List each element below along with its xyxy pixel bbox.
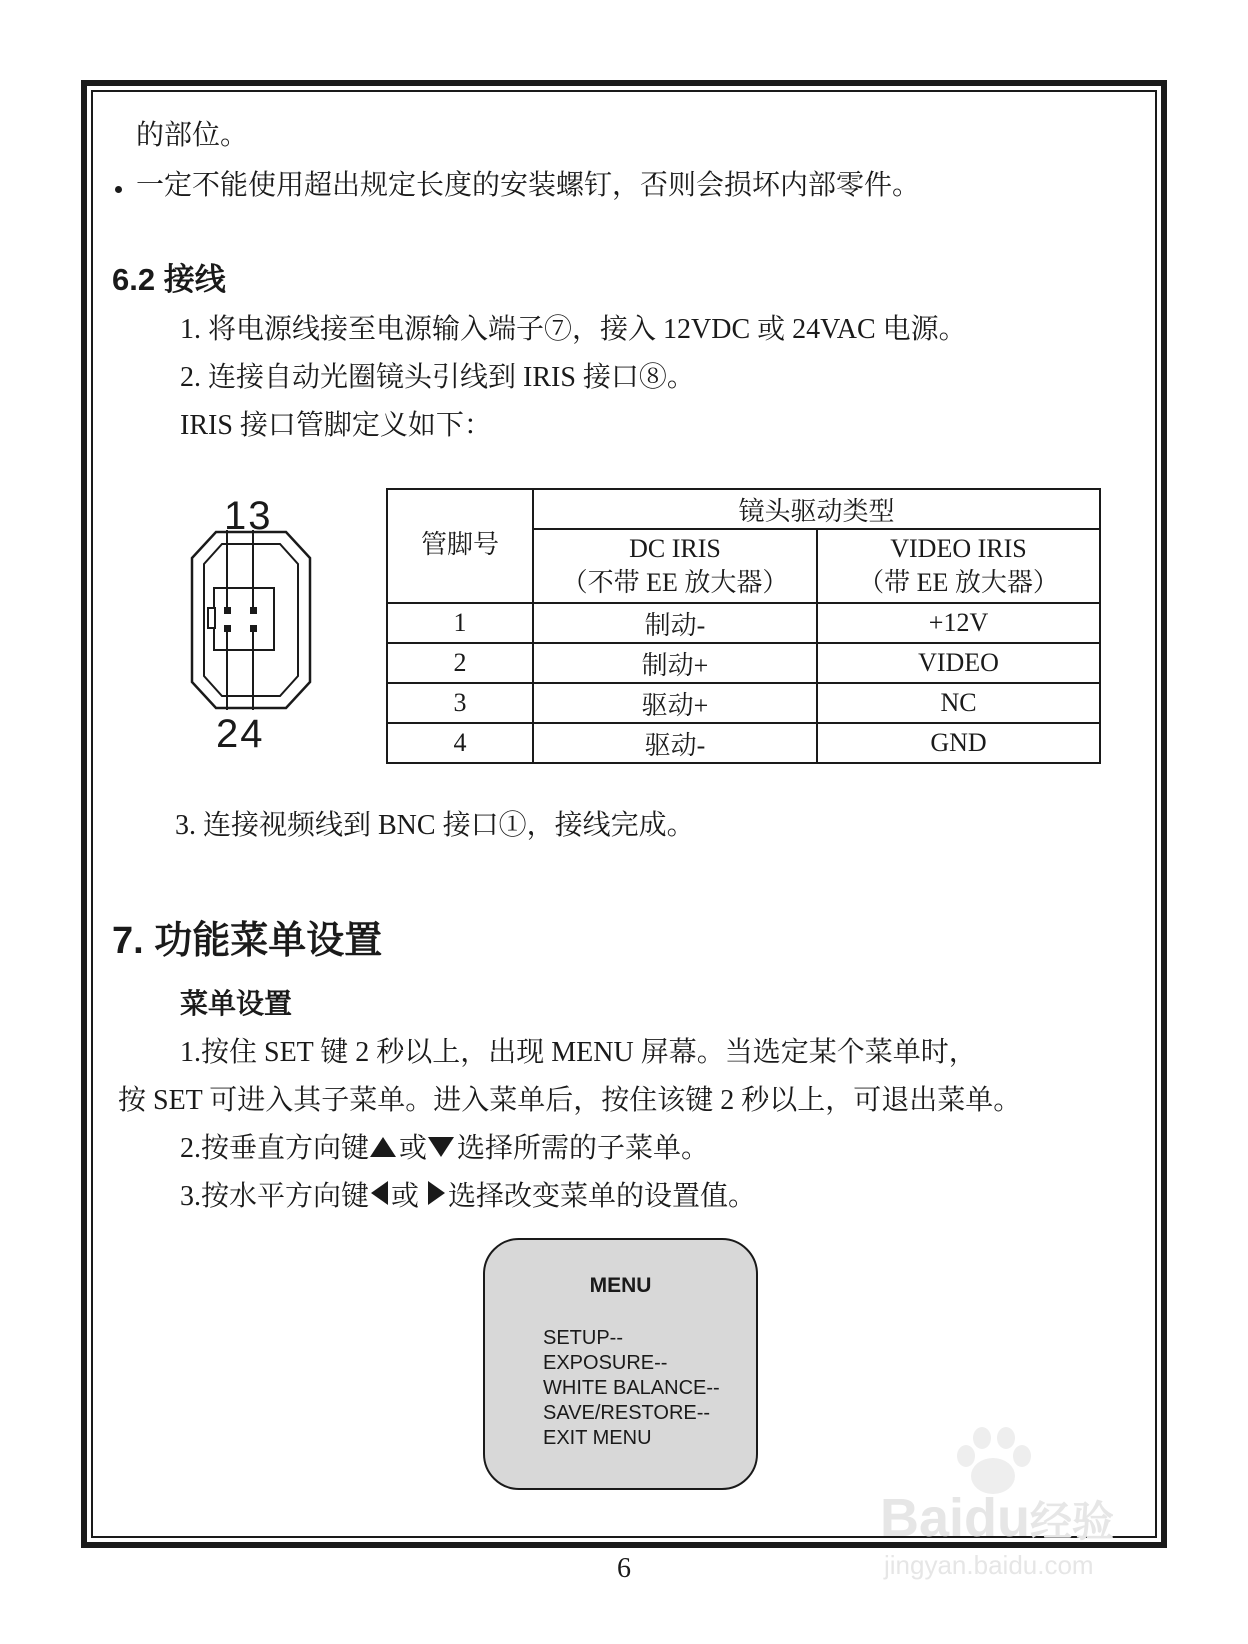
menu-para-3-b: 或 — [391, 1181, 427, 1212]
menu-para-2-c: 选择所需的子菜单。 — [457, 1133, 710, 1164]
menu-screen-illustration — [483, 1238, 758, 1490]
cell-video: VIDEO — [817, 643, 1100, 683]
pin-intro: IRIS 接口管脚定义如下： — [180, 410, 492, 441]
page-number: 6 — [617, 1553, 631, 1584]
video-iris-note: （带 EE 放大器） — [858, 568, 1059, 597]
cell-pin: 2 — [387, 643, 533, 683]
right-arrow-icon — [426, 1181, 448, 1205]
connector-label-top: 13 — [224, 494, 273, 538]
menu-item-setup: SETUP-- — [543, 1327, 623, 1349]
header-video-iris — [817, 529, 1100, 603]
table-row — [387, 683, 1100, 723]
wiring-step-1: 1. 将电源线接至电源输入端子⑦，接入 12VDC 或 24VAC 电源。 — [180, 314, 967, 345]
dc-iris-name: DC IRIS — [629, 534, 721, 563]
left-arrow-icon — [369, 1181, 391, 1205]
watermark-brand — [880, 1488, 1114, 1552]
menu-para-1-line-1: 1.按住 SET 键 2 秒以上，出现 MENU 屏幕。当选定某个菜单时， — [180, 1037, 977, 1068]
watermark-brand-cn: 经验 — [1030, 1498, 1115, 1545]
watermark-brand-bai: Bai — [880, 1488, 965, 1548]
cell-pin: 4 — [387, 723, 533, 763]
table-row — [387, 643, 1100, 683]
menu-para-2-b: 或 — [399, 1133, 428, 1164]
wiring-step-3: 3. 连接视频线到 BNC 接口①，接线完成。 — [175, 810, 695, 841]
menu-para-3-c: 选择改变菜单的设置值。 — [448, 1181, 757, 1212]
cell-video: +12V — [817, 603, 1100, 643]
menu-para-3 — [180, 1179, 756, 1215]
cell-dc: 驱动- — [533, 723, 817, 763]
menu-screen-title: MENU — [589, 1274, 652, 1297]
cell-dc: 制动+ — [533, 643, 817, 683]
menu-item-exit: EXIT MENU — [543, 1427, 652, 1449]
cell-pin: 1 — [387, 603, 533, 643]
bullet-dot — [115, 186, 122, 193]
menu-subheading: 菜单设置 — [180, 988, 293, 1019]
cell-dc: 制动- — [533, 603, 817, 643]
up-arrow-icon — [369, 1133, 399, 1157]
cell-video: NC — [817, 683, 1100, 723]
menu-para-3-a: 3.按水平方向键 — [180, 1181, 370, 1212]
iris-pin-table — [386, 488, 1101, 764]
header-pin: 管脚号 — [387, 489, 533, 603]
menu-item-save-restore: SAVE/RESTORE-- — [543, 1402, 711, 1424]
menu-para-1-line-2: 按 SET 可进入其子菜单。进入菜单后，按住该键 2 秒以上，可退出菜单。 — [118, 1085, 1022, 1116]
table-row — [387, 723, 1100, 763]
menu-para-2-a: 2.按垂直方向键 — [180, 1133, 370, 1164]
connector-label-bottom: 24 — [216, 712, 265, 756]
continuation-text: 的部位。 — [136, 120, 249, 151]
cell-dc: 驱动+ — [533, 683, 817, 723]
menu-item-white-balance: WHITE BALANCE-- — [543, 1377, 720, 1399]
down-arrow-icon — [427, 1133, 457, 1157]
section-heading-menu: 7. 功能菜单设置 — [112, 920, 383, 962]
video-iris-name: VIDEO IRIS — [890, 534, 1027, 563]
wiring-step-2: 2. 连接自动光圈镜头引线到 IRIS 接口⑧。 — [180, 362, 695, 393]
section-heading-wiring: 6.2 接线 — [112, 262, 226, 297]
header-lens-drive-type: 镜头驱动类型 — [533, 489, 1100, 529]
cell-video: GND — [817, 723, 1100, 763]
dc-iris-note: （不带 EE 放大器） — [561, 568, 789, 597]
watermark-url: jingyan.baidu.com — [884, 1550, 1094, 1580]
bullet-text: 一定不能使用超出规定长度的安装螺钉，否则会损坏内部零件。 — [136, 170, 921, 201]
menu-para-2 — [180, 1131, 709, 1167]
header-dc-iris — [533, 529, 817, 603]
menu-item-exposure: EXPOSURE-- — [543, 1352, 668, 1374]
cell-pin: 3 — [387, 683, 533, 723]
watermark-brand-du: du — [964, 1488, 1031, 1548]
iris-connector-diagram — [186, 530, 316, 710]
table-row — [387, 603, 1100, 643]
